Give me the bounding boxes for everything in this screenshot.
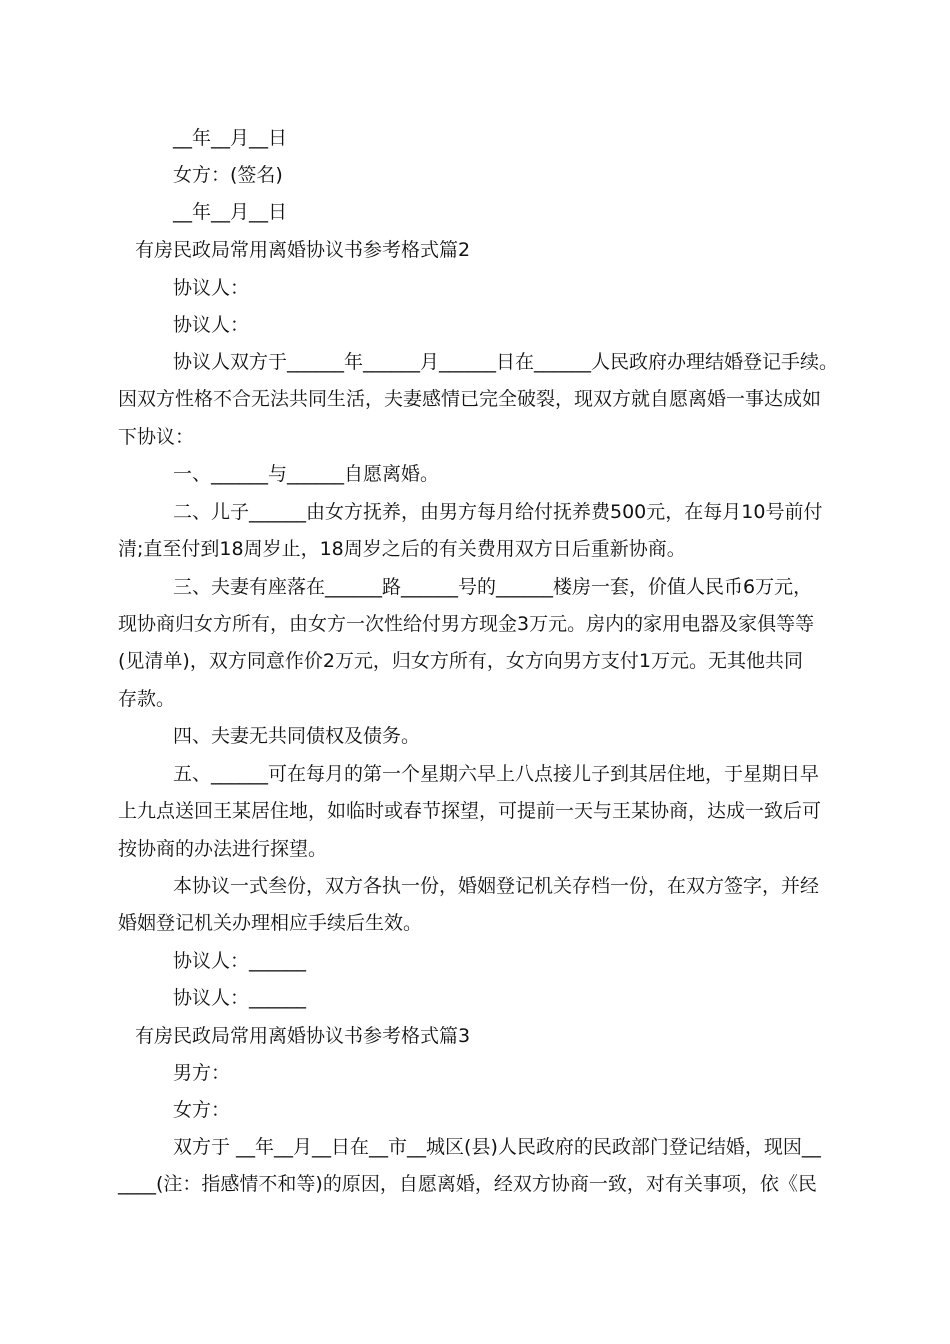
- paragraph-line: 按协商的办法进行探望。: [118, 838, 328, 860]
- clause-line: 一、______与______自愿离婚。: [173, 463, 440, 485]
- wife-signature-line: 女方：(签名): [173, 164, 283, 186]
- clause-line: 五、______可在每月的第一个星期六早上八点接儿子到其居住地，于星期日早: [173, 763, 820, 785]
- party-line: 协议人：: [173, 277, 250, 299]
- paragraph-line: 本协议一式叁份，双方各执一份，婚姻登记机关存档一份，在双方签字，并经: [173, 875, 820, 897]
- clause-line: 二、儿子______由女方抚养，由男方每月给付抚养费500元，在每月10号前付: [173, 501, 823, 523]
- date-line: __年__月__日: [173, 201, 288, 223]
- paragraph-line: ____(注：指感情不和等)的原因，自愿离婚，经双方协商一致，对有关事项，依《民: [118, 1173, 817, 1195]
- paragraph-line: 协议人双方于______年______月______日在______人民政府办理结婚登记手续。: [173, 351, 839, 373]
- paragraph-line: 现协商归女方所有，由女方一次性给付男方现金3万元。房内的家用电器及家俱等等: [118, 613, 815, 635]
- clause-line: 四、夫妻无共同债权及债务。: [173, 725, 421, 747]
- paragraph-line: 双方于 __年__月__日在__市__城区(县)人民政府的民政部门登记结婚，现因__: [173, 1136, 821, 1158]
- date-line: __年__月__日: [173, 127, 288, 149]
- party-signature-line: 协议人：______: [173, 950, 307, 972]
- section-heading: 有房民政局常用离婚协议书参考格式篇2: [135, 239, 471, 261]
- paragraph-line: 上九点送回王某居住地，如临时或春节探望，可提前一天与王某协商，达成一致后可: [118, 800, 822, 822]
- paragraph-line: 因双方性格不合无法共同生活，夫妻感情已完全破裂，现双方就自愿离婚一事达成如: [118, 388, 822, 410]
- section-heading: 有房民政局常用离婚协议书参考格式篇3: [135, 1025, 471, 1047]
- party-line: 女方：: [173, 1099, 231, 1121]
- paragraph-line: 存款。: [118, 688, 176, 710]
- party-line: 协议人：: [173, 314, 250, 336]
- paragraph-line: 婚姻登记机关办理相应手续后生效。: [118, 912, 423, 934]
- party-signature-line: 协议人：______: [173, 987, 307, 1009]
- clause-line: 三、夫妻有座落在______路______号的______楼房一套，价值人民币6万元，: [173, 576, 813, 598]
- paragraph-line: (见清单)，双方同意作价2万元，归女方所有，女方向男方支付1万元。无其他共同: [118, 650, 804, 672]
- party-line: 男方：: [173, 1062, 231, 1084]
- paragraph-line: 清;直至付到18周岁止，18周岁之后的有关费用双方日后重新协商。: [118, 538, 686, 560]
- paragraph-line: 下协议：: [118, 426, 195, 448]
